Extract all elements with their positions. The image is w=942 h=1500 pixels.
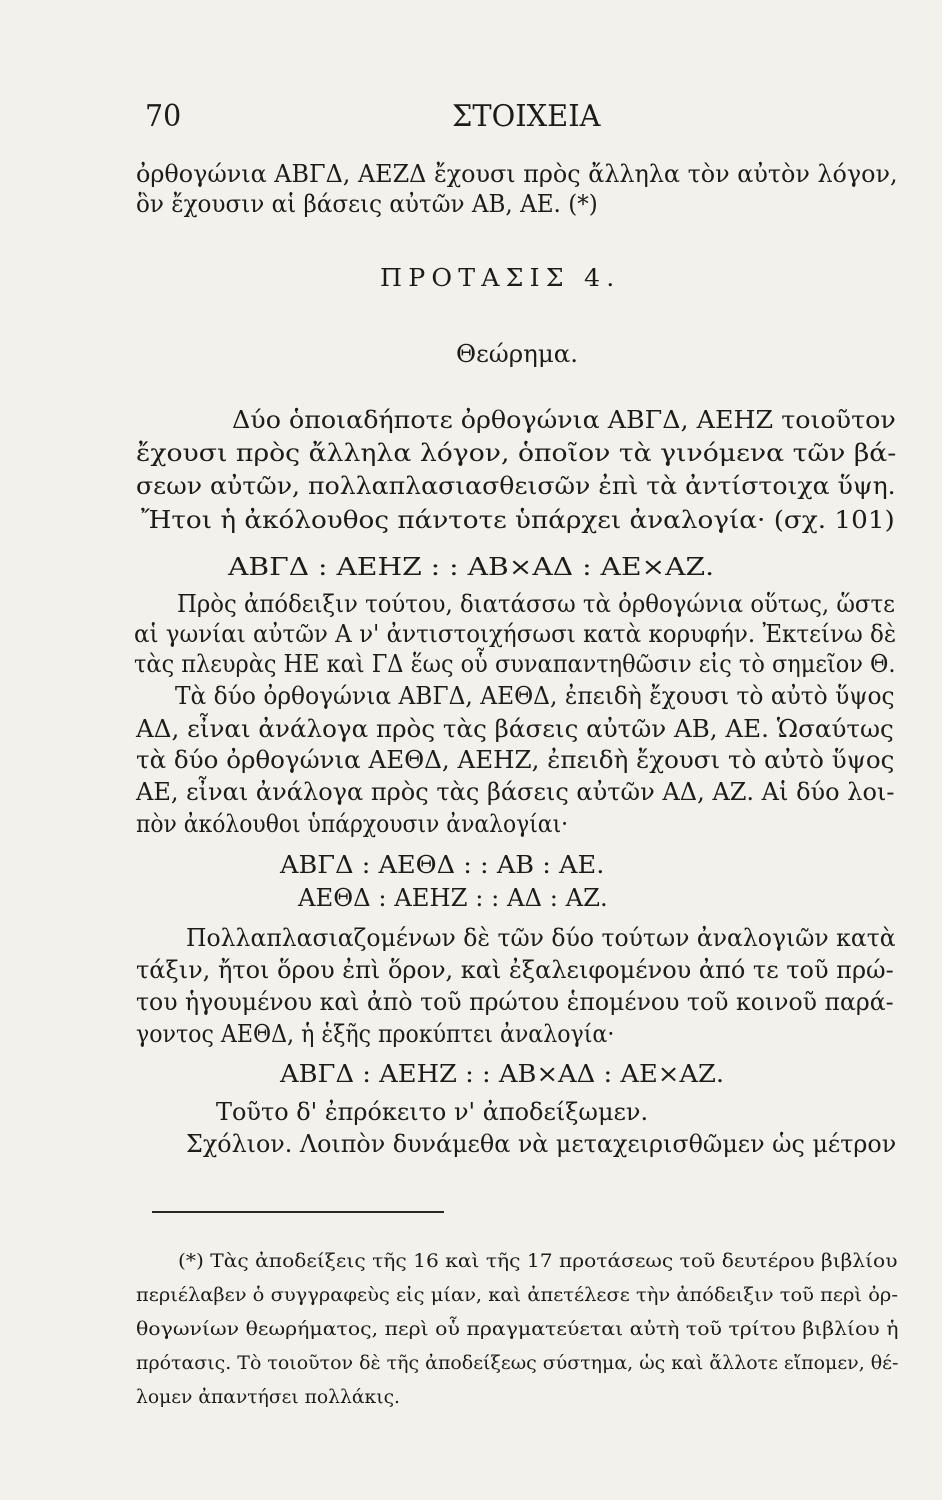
proposition-heading: ΠΡΟΤΑΣΙΣ 4. bbox=[380, 263, 621, 292]
text-line: τάξιν, ἤτοι ὅρου ἐπὶ ὅρον, καὶ ἐξαλειφομένου ἀπό τε τοῦ πρώ- bbox=[136, 955, 894, 984]
text-line: τὰς πλευρὰς ΗΕ καὶ ΓΔ ἕως οὗ συναπαντηθῶσιν εἰς τὸ σημεῖον Θ. bbox=[134, 649, 896, 678]
text-line: αἱ γωνίαι αὐτῶν Α ν' ἀντιστοιχήσωσι κατὰ κορυφήν. Ἐκτείνω δὲ bbox=[134, 619, 897, 648]
text-line: ὃν ἔχουσιν αἱ βάσεις αὐτῶν ΑΒ, ΑΕ. (*) bbox=[136, 189, 598, 218]
footnote-line: πρότασις. Τὸ τοιοῦτον δὲ τῆς ἀποδείξεως σύστημα, ὡς καὶ ἄλλοτε εἴπομεν, θέ- bbox=[136, 1352, 899, 1374]
text-line: ἔχουσι πρὸς ἄλληλα λόγον, ὁποῖον τὰ γινόμενα τῶν βά- bbox=[136, 438, 897, 467]
text-line: ΑΔ, εἶναι ἀνάλογα πρὸς τὰς βάσεις αὐτῶν ΑΒ, ΑΕ. Ὡσαύτως bbox=[136, 714, 894, 743]
footnote-line: (*) Τὰς ἀποδείξεις τῆς 16 καὶ τῆς 17 προτάσεως τοῦ δευτέρου βιβλίου bbox=[178, 1250, 898, 1272]
text-line: ΑΕ, εἶναι ἀνάλογα πρὸς τὰς βάσεις αὐτῶν ΑΔ, ΑΖ. Αἱ δύο λοι- bbox=[136, 777, 895, 806]
text-line: του ἡγουμένου καὶ ἀπὸ τοῦ πρώτου ἑπομένου τοῦ κοινοῦ παρά- bbox=[136, 987, 894, 1016]
text-line: πὸν ἀκόλουθοι ὑπάρχουσιν ἀναλογίαι· bbox=[136, 809, 569, 838]
theorem-label: Θεώρημα. bbox=[456, 339, 579, 368]
page-number: 70 bbox=[145, 99, 182, 134]
text-line: τὰ δύο ὀρθογώνια ΑΕΘΔ, ΑΕΗΖ, ἐπειδὴ ἔχουσι τὸ αὐτὸ ὕψος bbox=[136, 745, 895, 774]
proportion-formula: ΑΒΓΔ : ΑΕΗΖ : : ΑΒ×ΑΔ : ΑΕ×ΑΖ. bbox=[228, 552, 715, 581]
running-title: ΣΤΟΙΧΕΙΑ bbox=[452, 99, 601, 134]
text-line: σεων αὐτῶν, πολλαπλασιασθεισῶν ἐπὶ τὰ ἀντίστοιχα ὕψη. bbox=[136, 471, 896, 500]
text-line: Ἤτοι ἡ ἀκόλουθος πάντοτε ὑπάρχει ἀναλογία· (σχ. 101) bbox=[141, 505, 895, 534]
scholium-line: Σχόλιον. Λοιπὸν δυνάμεθα νὰ μεταχειρισθῶμεν ὡς μέτρον bbox=[186, 1129, 897, 1158]
text-line: Τὰ δύο ὀρθογώνια ΑΒΓΔ, ΑΕΘΔ, ἐπειδὴ ἔχουσι τὸ αὐτὸ ὕψος bbox=[175, 681, 895, 710]
text-line: Τοῦτο δ' ἐπρόκειτο ν' ἀποδείξωμεν. bbox=[216, 1097, 649, 1126]
proportion-formula: ΑΕΘΔ : ΑΕΗΖ : : ΑΔ : ΑΖ. bbox=[298, 883, 608, 912]
footnote-line: θογωνίων θεωρήματος, περὶ οὗ πραγματεύεται αὐτὴ τοῦ τρίτου βιβλίου ἡ bbox=[136, 1318, 899, 1340]
text-line: Πρὸς ἀπόδειξιν τούτου, διατάσσω τὰ ὀρθογώνια οὕτως, ὥστε bbox=[177, 589, 895, 618]
footnote-line: περιέλαβεν ὁ συγγραφεὺς εἰς μίαν, καὶ ἀπετέλεσε τὴν ἀπόδειξιν τοῦ περὶ ὀρ- bbox=[136, 1284, 898, 1306]
proportion-formula: ΑΒΓΔ : ΑΕΘΔ : : ΑΒ : ΑΕ. bbox=[280, 850, 605, 879]
footnote-divider bbox=[152, 1211, 444, 1213]
text-line: Πολλαπλασιαζομένων δὲ τῶν δύο τούτων ἀναλογιῶν κατὰ bbox=[186, 923, 896, 952]
text-line: ὀρθογώνια ΑΒΓΔ, ΑΕΖΔ ἔχουσι πρὸς ἄλληλα τὸν αὐτὸν λόγον, bbox=[136, 159, 898, 188]
footnote-line: λομεν ἀπαντήσει πολλάκις. bbox=[136, 1386, 401, 1408]
proportion-formula: ΑΒΓΔ : ΑΕΗΖ : : ΑΒ×ΑΔ : ΑΕ×ΑΖ. bbox=[280, 1059, 725, 1088]
text-line: Δύο ὁποιαδήποτε ὀρθογώνια ΑΒΓΔ, ΑΕΗΖ τοιοῦτον bbox=[232, 405, 896, 434]
text-line: γοντος ΑΕΘΔ, ἡ ἑξῆς προκύπτει ἀναλογία· bbox=[136, 1019, 615, 1048]
